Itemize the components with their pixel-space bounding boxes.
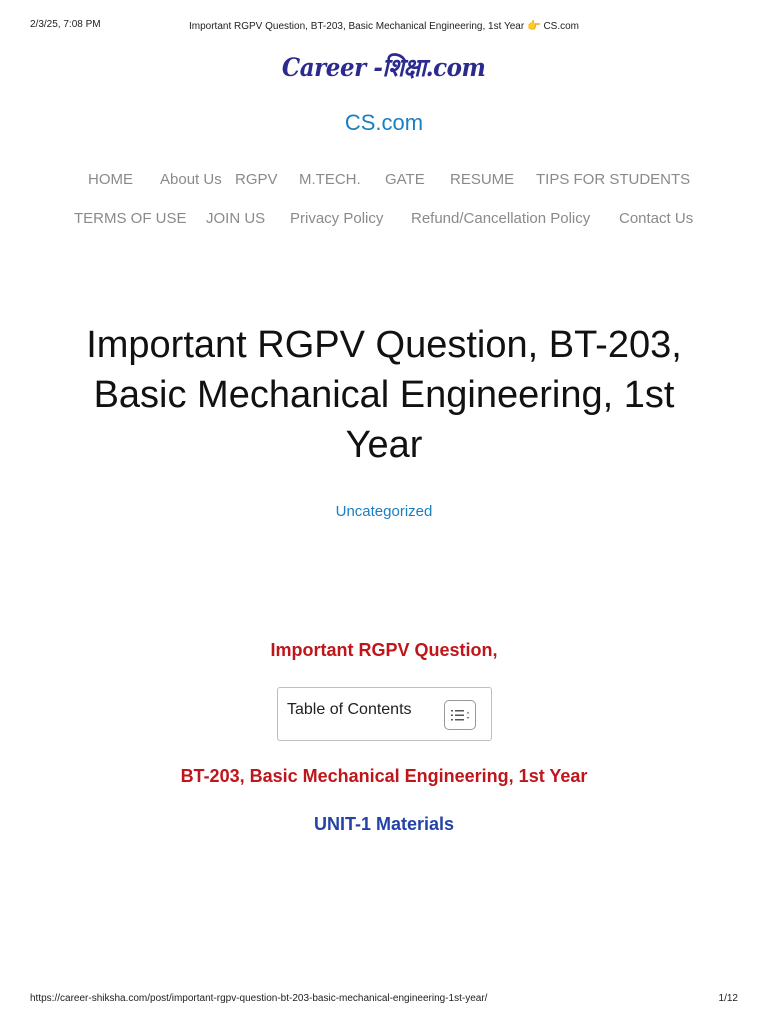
pointing-hand-icon: 👉 xyxy=(526,20,541,32)
print-header xyxy=(0,19,768,33)
site-name-link[interactable]: CS.com xyxy=(344,110,424,135)
site-logo[interactable] xyxy=(0,50,768,90)
toc-toggle-button[interactable] xyxy=(444,700,476,730)
nav-item-join-us[interactable]: JOIN US xyxy=(206,210,266,227)
list-toggle-icon xyxy=(451,709,471,722)
logo-text-right: .com xyxy=(425,53,486,82)
post-title: Important RGPV Question, BT-203, Basic Mechanical Engineering, 1st Year xyxy=(86,324,682,466)
print-title-text: Important RGPV Question, BT-203, Basic Mechanical Engineering, 1st Year xyxy=(188,21,525,32)
print-page-title xyxy=(0,19,768,32)
print-title-suffix: CS.com xyxy=(543,21,579,32)
nav-item-rgpv[interactable]: RGPV xyxy=(235,171,278,188)
primary-nav-row-2 xyxy=(0,210,768,230)
toc-title: Table of Contents xyxy=(287,701,412,718)
logo-text-hindi: शिक्षा xyxy=(382,53,426,82)
logo-text xyxy=(282,50,486,84)
content-heading-rgpv-question: Important RGPV Question, xyxy=(270,640,498,660)
print-footer xyxy=(0,993,768,1007)
nav-item-tips-for-students[interactable]: TIPS FOR STUDENTS xyxy=(536,171,691,188)
nav-item-about-us[interactable]: About Us xyxy=(160,171,222,188)
primary-nav-row-1 xyxy=(0,171,768,191)
post-category-link[interactable]: Uncategorized xyxy=(335,503,433,520)
table-of-contents-box xyxy=(277,687,492,741)
print-datetime: 2/3/25, 7:08 PM xyxy=(30,19,101,30)
nav-item-terms-of-use[interactable]: TERMS OF USE xyxy=(74,210,187,227)
nav-item-refund-policy[interactable]: Refund/Cancellation Policy xyxy=(411,210,591,227)
nav-item-resume[interactable]: RESUME xyxy=(450,171,515,188)
print-page-number: 1/12 xyxy=(718,993,738,1004)
nav-item-privacy-policy[interactable]: Privacy Policy xyxy=(290,210,384,227)
nav-item-gate[interactable]: GATE xyxy=(385,171,425,188)
logo-text-left: Career - xyxy=(282,53,383,82)
content-heading-unit-1: UNIT-1 Materials xyxy=(313,814,455,834)
nav-item-mtech[interactable]: M.TECH. xyxy=(299,171,361,188)
nav-item-home[interactable]: HOME xyxy=(88,171,133,188)
content-heading-course: BT-203, Basic Mechanical Engineering, 1st Year xyxy=(180,766,588,786)
print-url: https://career-shiksha.com/post/important-rgpv-question-bt-203-basic-mechanical-engineering-1st-year/ xyxy=(30,993,488,1004)
nav-item-contact-us[interactable]: Contact Us xyxy=(619,210,694,227)
